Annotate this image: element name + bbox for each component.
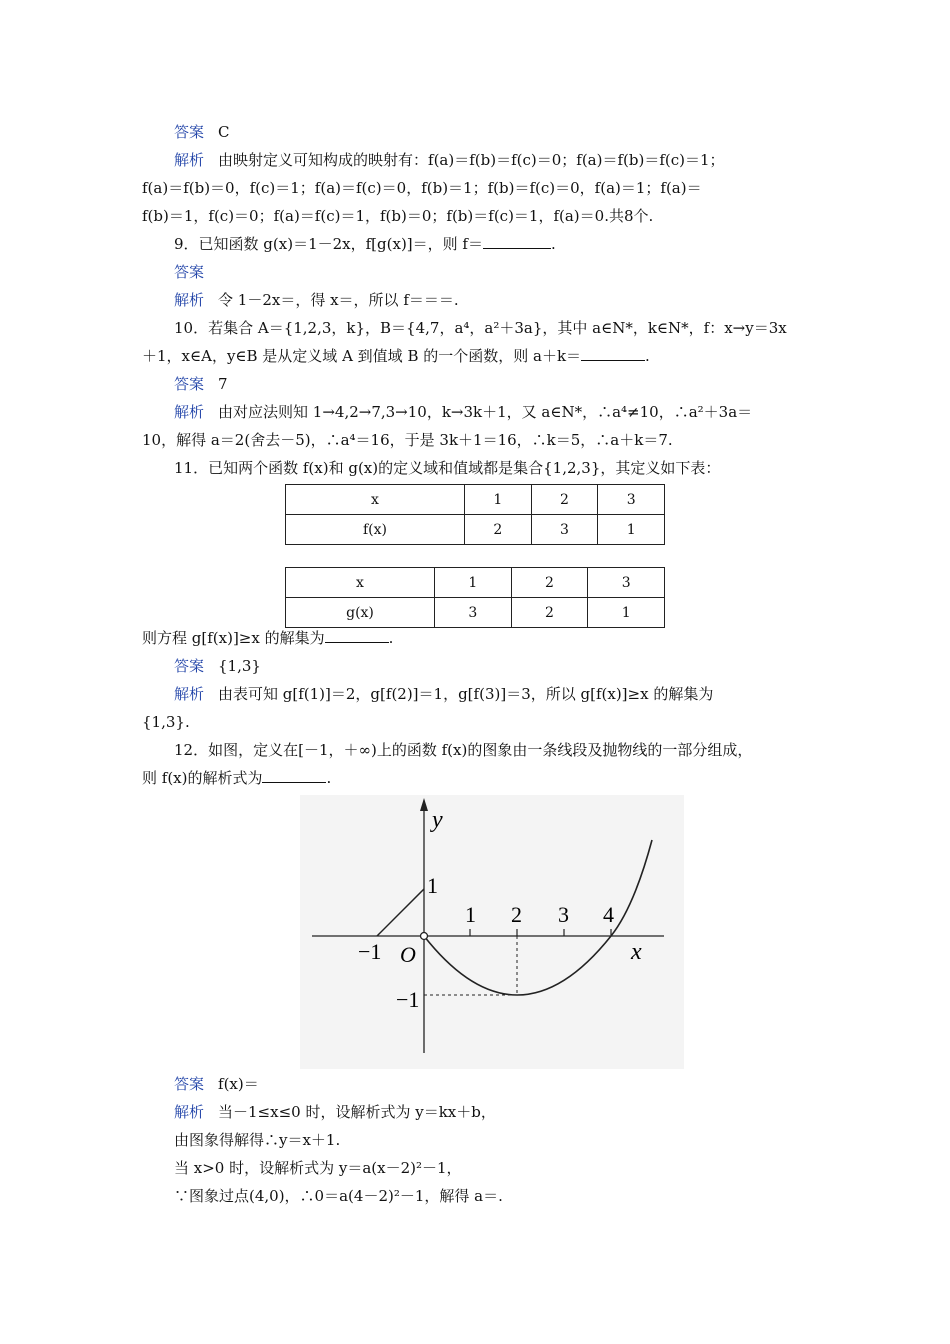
analysis-text: 由对应法则知 1→4,2→7,3→10，k→3k＋1，又 a∈N*，∴a⁴≠10，∴a²＋3a＝ <box>218 403 753 421</box>
prev-analysis-line-2: f(a)＝f(b)＝0，f(c)＝1；f(a)＝f(c)＝0，f(b)＝1；f(b)＝f(c)＝0，f(a)＝1；f(a)＝ <box>142 179 702 197</box>
answer-blank <box>581 346 645 361</box>
q10-analysis-line-1 <box>174 401 752 423</box>
table-cell: 3 <box>588 568 665 598</box>
q12-question-line-2 <box>142 767 331 789</box>
x-axis-label: x <box>631 939 642 965</box>
q11-ask-text: 则方程 g[f(x)]≥x 的解集为 <box>142 629 325 647</box>
q9-question-end: . <box>550 235 556 253</box>
q10-question-end: . <box>645 347 650 365</box>
table-cell: 2 <box>531 485 598 515</box>
table-cell: 3 <box>598 485 665 515</box>
y-axis-label: y <box>432 807 443 833</box>
table-cell: 2 <box>511 598 588 628</box>
prev-analysis-line-3: f(b)＝1，f(c)＝0；f(a)＝f(c)＝1，f(b)＝0；f(b)＝f(c)＝1，f(a)＝0.共8个. <box>142 207 654 225</box>
table-cell: 1 <box>588 598 665 628</box>
q10-question-line-1: 10．若集合 A＝{1,2,3，k}，B＝{4,7，a⁴，a²＋3a}，其中 a∈N*，k∈N*，f：x→y＝3x <box>174 319 787 337</box>
table-cell: 3 <box>435 598 512 628</box>
analysis-label: 解析 <box>174 403 205 421</box>
answer-blank <box>262 768 326 783</box>
q12-answer-line <box>174 1073 259 1095</box>
answer-blank <box>483 234 551 249</box>
table-cell: 1 <box>465 485 532 515</box>
open-point-origin <box>421 933 428 940</box>
graph-background <box>300 795 684 1069</box>
table-cell: 3 <box>531 515 598 545</box>
q9-question <box>174 233 556 255</box>
q9-analysis-line <box>174 289 459 311</box>
analysis-text: 当－1≤x≤0 时，设解析式为 y＝kx＋b， <box>218 1103 496 1121</box>
q10-answer-line <box>174 373 228 395</box>
q12-analysis-line-2: 由图象得解得∴y＝x＋1. <box>174 1131 341 1149</box>
q10-analysis-line-2: 10，解得 a＝2(舍去－5)，∴a⁴＝16，于是 3k＋1＝16，∴k＝5，∴a＋k＝7. <box>142 431 673 449</box>
answer-label: 答案 <box>174 263 205 281</box>
analysis-label: 解析 <box>174 291 205 309</box>
answer-label: 答案 <box>174 1075 205 1093</box>
answer-label: 答案 <box>174 375 205 393</box>
prev-answer-line <box>174 121 230 143</box>
table-cell: 1 <box>435 568 512 598</box>
table-header-x: x <box>286 568 435 598</box>
analysis-label: 解析 <box>174 1103 205 1121</box>
q11-analysis-line-2: {1,3}. <box>142 713 190 731</box>
analysis-text: 由表可知 g[f(1)]＝2，g[f(2)]＝1，g[f(3)]＝3，所以 g[f(x)]≥x 的解集为 <box>218 685 714 703</box>
q11-analysis-line-1 <box>174 683 713 705</box>
analysis-text: 令 1－2x＝，得 x＝，所以 f＝＝＝. <box>218 291 459 309</box>
analysis-label: 解析 <box>174 685 205 703</box>
answer-label: 答案 <box>174 657 205 675</box>
table-cell: 2 <box>511 568 588 598</box>
function-graph <box>300 795 684 1069</box>
q10-question-text: ＋1，x∈A，y∈B 是从定义域 A 到值域 B 的一个函数，则 a＋k＝ <box>142 347 582 365</box>
q12-analysis-line-4: ∵图象过点(4,0)，∴0＝a(4－2)²－1，解得 a＝. <box>174 1187 503 1205</box>
q11-answer-line <box>174 655 261 677</box>
answer-blank <box>325 628 389 643</box>
q12-question-line-1: 12．如图，定义在[－1，＋∞)上的函数 f(x)的图象由一条线段及抛物线的一部分组成， <box>174 741 753 759</box>
q11-ask <box>142 627 393 649</box>
y-one-label: 1 <box>427 873 438 898</box>
origin-label: O <box>400 942 416 967</box>
q12-analysis-line-1 <box>174 1101 496 1123</box>
answer-value: C <box>218 123 230 141</box>
q9-answer-line <box>174 261 204 283</box>
answer-value: {1,3} <box>218 657 261 675</box>
analysis-label: 解析 <box>174 151 205 169</box>
x-tick-label: 2 <box>511 902 522 927</box>
q11-question: 11．已知两个函数 f(x)和 g(x)的定义域和值域都是集合{1,2,3}，其定义如下表： <box>174 459 721 477</box>
q12-analysis-line-3: 当 x>0 时，设解析式为 y＝a(x－2)²－1， <box>174 1159 462 1177</box>
table-header-x: x <box>286 485 465 515</box>
q9-question-text: 9．已知函数 g(x)＝1－2x，f[g(x)]＝，则 f＝ <box>174 235 483 253</box>
answer-value: f(x)＝ <box>218 1075 259 1093</box>
f-table <box>285 484 665 545</box>
q11-ask-end: . <box>388 629 394 647</box>
analysis-text: 由映射定义可知构成的映射有：f(a)＝f(b)＝f(c)＝0；f(a)＝f(b)＝f(c)＝1； <box>218 151 725 169</box>
x-tick-label: 4 <box>603 902 614 927</box>
table-header-gx: g(x) <box>286 598 435 628</box>
table-cell: 2 <box>465 515 532 545</box>
q12-question-end: . <box>326 769 332 787</box>
answer-value: 7 <box>218 375 228 393</box>
table-header-fx: f(x) <box>286 515 465 545</box>
table-cell: 1 <box>598 515 665 545</box>
prev-analysis-line-1 <box>174 149 725 171</box>
g-table <box>285 567 665 628</box>
neg-one-x-label: −1 <box>358 939 382 964</box>
x-tick-label: 1 <box>465 902 476 927</box>
q10-question-line-2 <box>142 345 650 367</box>
q12-question-text: 则 f(x)的解析式为 <box>142 769 263 787</box>
x-tick-label: 3 <box>558 902 569 927</box>
answer-label: 答案 <box>174 123 205 141</box>
neg-one-y-label: −1 <box>396 987 420 1012</box>
